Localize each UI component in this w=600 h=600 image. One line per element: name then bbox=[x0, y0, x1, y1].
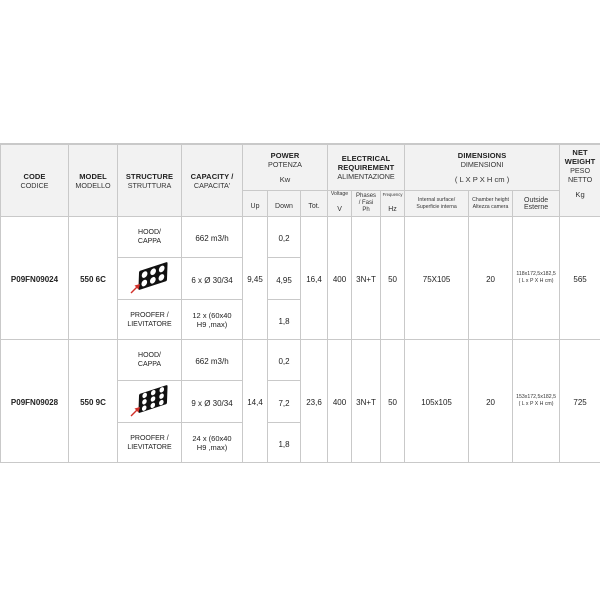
proofer-power: 1,8 bbox=[268, 300, 301, 340]
structure-proofer: PROOFER / LIEVITATORE bbox=[118, 423, 182, 463]
net-weight: 725 bbox=[560, 340, 600, 463]
oven-chamber-9-icon bbox=[127, 385, 173, 419]
row-code: P09FN09028 bbox=[1, 340, 69, 463]
row-code: P09FN09024 bbox=[1, 217, 69, 340]
header-weight: NET WEIGHT PESO NETTO Kg bbox=[560, 145, 600, 217]
header-dimensions: DIMENSIONS DIMENSIONI ( L X P X H cm ) bbox=[405, 145, 560, 191]
row-model: 550 9C bbox=[69, 340, 118, 463]
outside-dimensions: 118x172,5x182,5 ( L x P X H cm) bbox=[513, 217, 560, 340]
header-code: CODE CODICE bbox=[1, 145, 69, 217]
power-down: 7,2 bbox=[268, 381, 301, 423]
hood-capacity: 662 m3/h bbox=[182, 217, 243, 258]
chamber-height: 20 bbox=[469, 340, 513, 463]
power-up: 14,4 bbox=[243, 340, 268, 463]
voltage: 400 bbox=[328, 340, 352, 463]
outside-dimensions: 153x172,5x182,5 ( L x P X H cm) bbox=[513, 340, 560, 463]
power-up: 9,45 bbox=[243, 217, 268, 340]
header-capacity: CAPACITY / CAPACITA' bbox=[182, 145, 243, 217]
chamber-height: 20 bbox=[469, 217, 513, 340]
header-structure: STRUCTURE STRUTTURA bbox=[118, 145, 182, 217]
oven-capacity: 9 x Ø 30/34 bbox=[182, 381, 243, 423]
header-model: MODEL MODELLO bbox=[69, 145, 118, 217]
header-voltage: Voltage V bbox=[328, 191, 352, 217]
phases: 3N+T bbox=[352, 340, 381, 463]
hood-capacity: 662 m3/h bbox=[182, 340, 243, 381]
header-internal-surface: Internal surface/ Superficie interna bbox=[405, 191, 469, 217]
row-model: 550 6C bbox=[69, 217, 118, 340]
header-up: Up bbox=[243, 191, 268, 217]
voltage: 400 bbox=[328, 217, 352, 340]
structure-proofer: PROOFER / LIEVITATORE bbox=[118, 300, 182, 340]
power-down: 4,95 bbox=[268, 258, 301, 300]
hood-power: 0,2 bbox=[268, 340, 301, 381]
oven-chamber-6-icon bbox=[127, 262, 173, 296]
structure-oven-icon bbox=[118, 381, 182, 423]
structure-oven-icon bbox=[118, 258, 182, 300]
frequency: 50 bbox=[381, 340, 405, 463]
proofer-power: 1,8 bbox=[268, 423, 301, 463]
header-outside: Outside Esterne bbox=[513, 191, 560, 217]
internal-surface: 105x105 bbox=[405, 340, 469, 463]
phases: 3N+T bbox=[352, 217, 381, 340]
power-total: 16,4 bbox=[301, 217, 328, 340]
power-total: 23,6 bbox=[301, 340, 328, 463]
header-power: POWER POTENZA Kw bbox=[243, 145, 328, 191]
frequency: 50 bbox=[381, 217, 405, 340]
header-tot: Tot. bbox=[301, 191, 328, 217]
structure-hood: HOOD/ CAPPA bbox=[118, 217, 182, 258]
header-frequency: Frequency Hz bbox=[381, 191, 405, 217]
header-chamber-height: Chamber height Altezza camera bbox=[469, 191, 513, 217]
net-weight: 565 bbox=[560, 217, 600, 340]
header-phases: Phases / Fasi Ph bbox=[352, 191, 381, 217]
header-down: Down bbox=[268, 191, 301, 217]
oven-capacity: 6 x Ø 30/34 bbox=[182, 258, 243, 300]
internal-surface: 75X105 bbox=[405, 217, 469, 340]
spec-table bbox=[0, 144, 600, 463]
hood-power: 0,2 bbox=[268, 217, 301, 258]
proofer-capacity: 12 x (60x40 H9 ,max) bbox=[182, 300, 243, 340]
structure-hood: HOOD/ CAPPA bbox=[118, 340, 182, 381]
header-electrical: ELECTRICAL REQUIREMENT ALIMENTAZIONE bbox=[328, 145, 405, 191]
proofer-capacity: 24 x (60x40 H9 ,max) bbox=[182, 423, 243, 463]
